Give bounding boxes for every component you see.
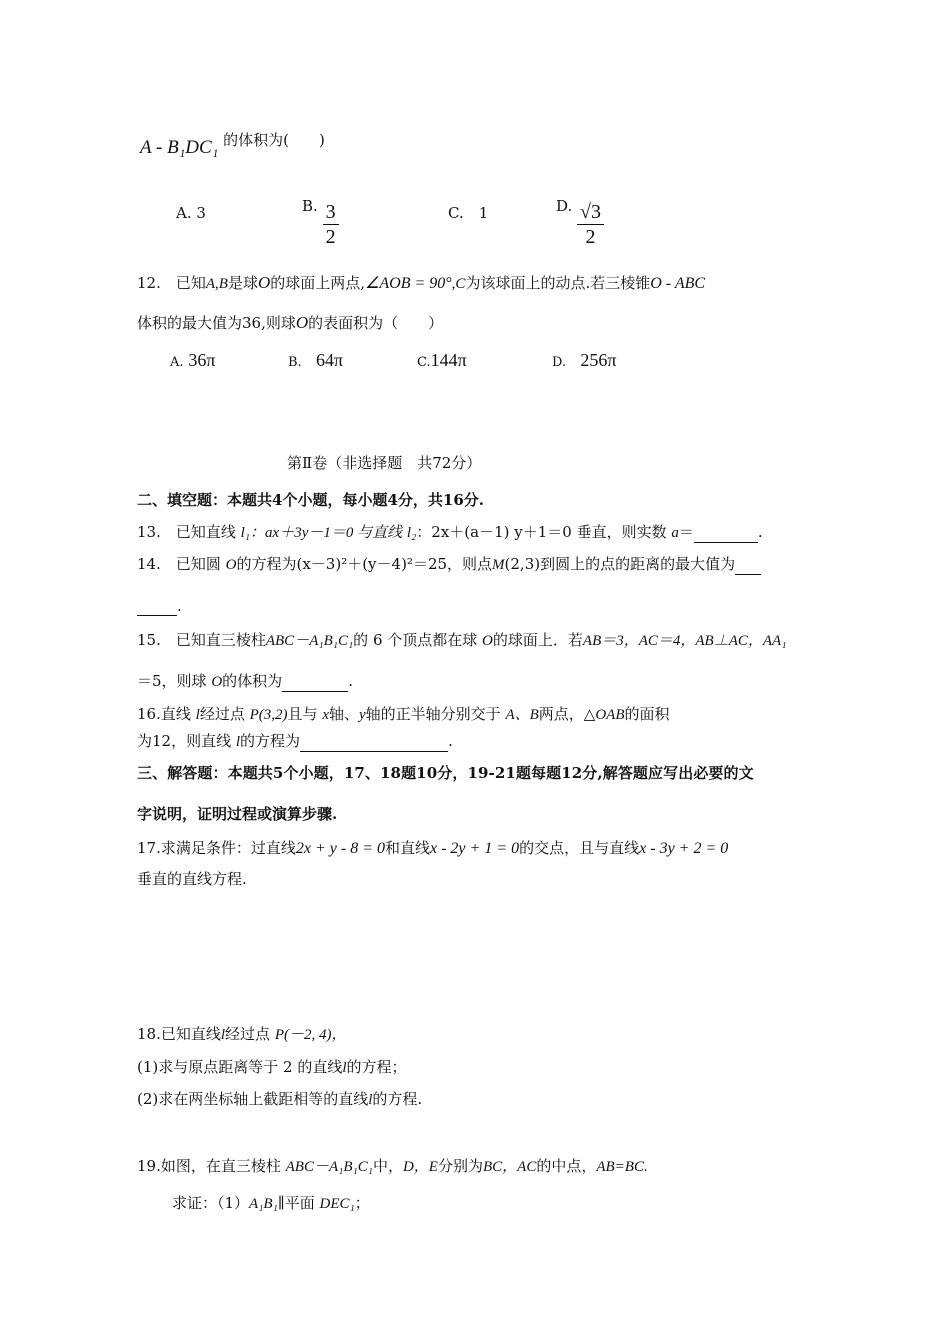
q11-option-d: D. $\frac{√3}{2}$: [556, 200, 604, 249]
q17-line2: 垂直的直线方程.: [137, 870, 247, 888]
q11-text: 的体积为( ): [223, 131, 325, 149]
q15-line1: 15. 已知直三棱柱ABC－A₁B₁C₁的 6 个顶点都在球 O的球面上．若AB＝3，AC＝4，AB⊥AC，AA₁: [137, 631, 787, 649]
q16-answer-blank[interactable]: [300, 737, 448, 752]
q11-expression: A - B₁DC₁: [140, 137, 219, 158]
section3-heading-line1: 三、解答题：本题共5个小题，17、18题10分，19-21题每题12分,解答题应写出必要的文: [137, 764, 754, 782]
q12-option-c: C.144π: [417, 350, 467, 370]
q12-option-b: B. 64π: [288, 350, 344, 370]
q18-line1: 18.已知直线l经过点 P(－2, 4)，: [137, 1025, 347, 1043]
q16-line1: 16.直线 l经过点 P(3,2)且与 x轴、y轴的正半轴分别交于 A、B两点，△OAB的面积: [137, 705, 670, 723]
q18-sub1: (1)求与原点距离等于 2 的直线l的方程；: [137, 1058, 407, 1076]
q11-option-b: B. $\frac{3}{2}$: [302, 200, 339, 249]
q13-answer-blank[interactable]: [694, 528, 758, 543]
q16-line2: 为12，则直线 l的方程为 .: [137, 732, 453, 750]
q19-line1: 19.如图，在直三棱柱 ABC－A₁B₁C₁中，D，E分别为BC，AC的中点，AB=BC.: [137, 1157, 648, 1175]
q12-option-a: A. 36π: [170, 350, 216, 370]
q18-sub2: (2)求在两坐标轴上截距相等的直线l的方程.: [137, 1090, 423, 1108]
q14-answer-blank-start[interactable]: [735, 560, 761, 575]
section2-heading: 二、填空题：本题共4个小题，每小题4分，共16分.: [137, 491, 484, 509]
q14-line1: 14. 已知圆 O的方程为(x－3)²＋(y－4)²＝25，则点M(2,3)到圆上的点的距离的最大值为: [137, 554, 761, 575]
q11-option-c: C. 1: [448, 204, 489, 222]
section3-heading-line2: 字说明，证明过程或演算步骤.: [137, 805, 338, 823]
q14-answer-blank-end[interactable]: [137, 601, 177, 616]
q11-option-b-fraction: $\frac{3}{2}$: [323, 200, 339, 249]
q11-option-a: A. 3: [176, 204, 206, 222]
q12-option-d: D. 256π: [552, 350, 617, 370]
q17-line1: 17.求满足条件：过直线2x + y - 8 = 0和直线x - 2y + 1 = 0的交点，且与直线x - 3y + 2 = 0: [137, 839, 729, 857]
q11-line: [140, 131, 325, 158]
q12-line1: 12. 已知A,B是球O的球面上两点,∠AOB = 90°,C为该球面上的动点.若三棱锥O - ABC: [137, 273, 706, 292]
q11-option-d-fraction: $\frac{√3}{2}$: [577, 200, 604, 249]
q19-proof: 求证：（1）A₁B₁∥平面 DEC₁；: [172, 1194, 370, 1212]
q13-line: 13. 已知直线 l₁：ax＋3y－1＝0 与直线 l₂：2x＋(a－1) y＋1＝0 垂直，则实数 a＝ .: [137, 523, 763, 541]
q14-line2: .: [137, 596, 182, 616]
q15-line2: ＝5，则球 O的体积为 .: [137, 672, 353, 690]
part2-title: 第Ⅱ卷（非选择题 共72分）: [287, 454, 482, 472]
q12-line2: 体积的最大值为36,则球O的表面积为（ ）: [137, 313, 444, 332]
q15-answer-blank[interactable]: [282, 677, 348, 692]
